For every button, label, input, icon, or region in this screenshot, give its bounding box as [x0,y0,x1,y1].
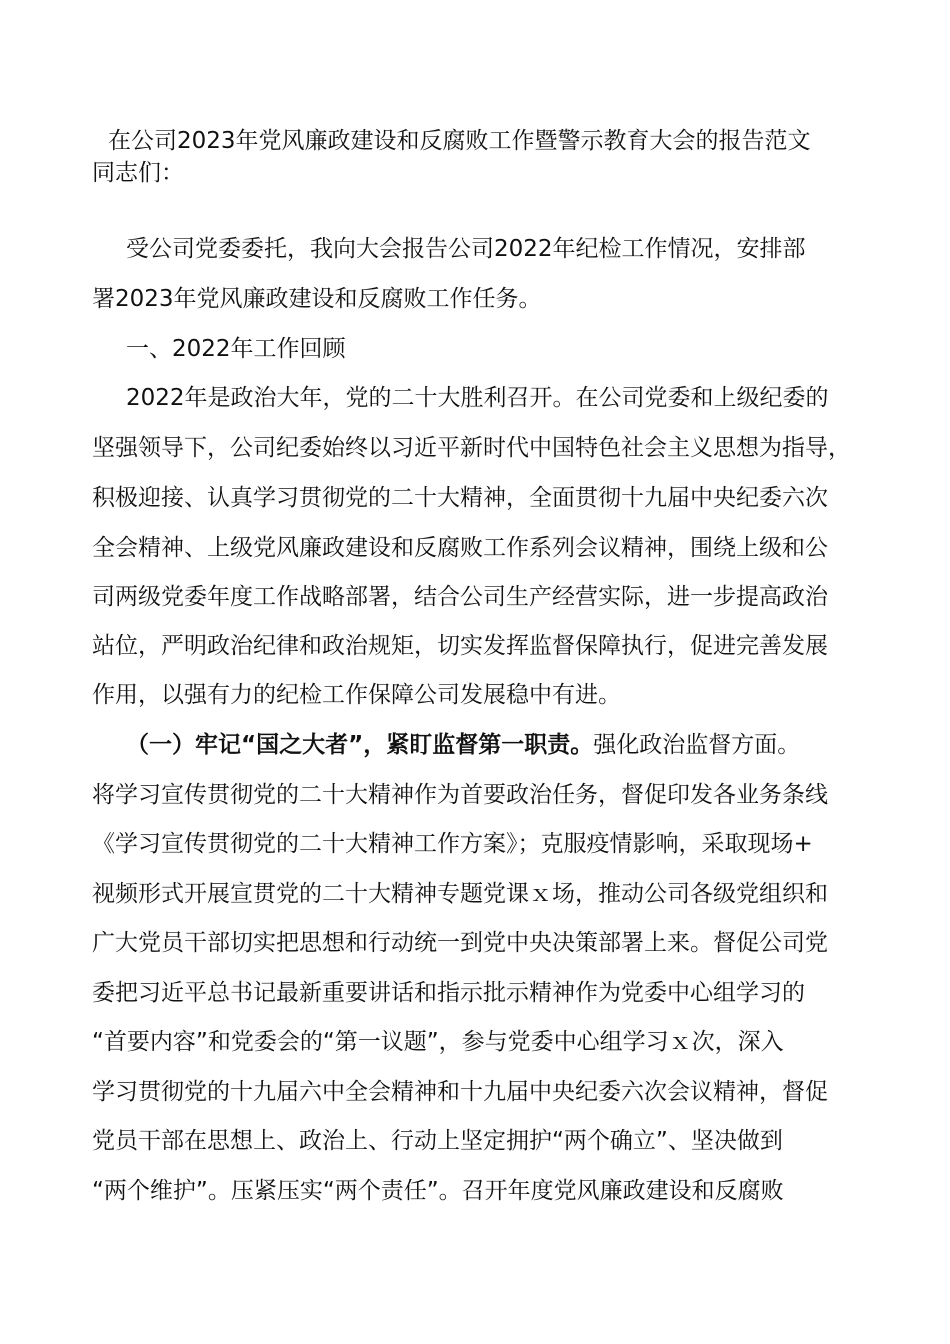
paragraph-line: 站位，严明政治纪律和政治规矩，切实发挥监督保障执行，促进完善发展 [92,633,828,659]
paragraph-line: 视频形式开展宣贯党的二十大精神专题党课ｘ场，推动公司各级党组织和 [92,881,828,907]
paragraph-line: 学习贯彻党的十九届六中全会精神和十九届中央纪委六次会议精神，督促 [92,1079,828,1105]
paragraph-line: 广大党员干部切实把思想和行动统一到党中央决策部署上来。督促公司党 [92,930,828,956]
paragraph-line: 受公司党委委托，我向大会报告公司2022年纪检工作情况，安排部 [126,236,806,262]
section-heading: 一、2022年工作回顾 [126,336,346,362]
paragraph-line: 积极迎接、认真学习贯彻党的二十大精神，全面贯彻十九届中央纪委六次 [92,485,828,511]
paragraph-line: 署2023年党风廉政建设和反腐败工作任务。 [92,286,542,312]
paragraph-line: 全会精神、上级党风廉政建设和反腐败工作系列会议精神，围绕上级和公 [92,535,828,561]
subsection-line [126,730,800,760]
paragraph-line: 作用，以强有力的纪检工作保障公司发展稳中有进。 [92,682,621,708]
paragraph-line: 坚强领导下，公司纪委始终以习近平新时代中国特色社会主义思想为指导， [92,435,851,461]
paragraph-line: “两个维护”。压紧压实“两个责任”。召开年度党风廉政建设和反腐败 [92,1178,784,1204]
paragraph-line: 委把习近平总书记最新重要讲话和指示批示精神作为党委中心组学习的 [92,980,805,1006]
paragraph-line: 《学习宣传贯彻党的二十大精神工作方案》；克服疫情影响，采取现场+ [92,831,813,857]
paragraph-line: 2022年是政治大年，党的二十大胜利召开。在公司党委和上级纪委的 [126,385,829,411]
paragraph-line: 党员干部在思想上、政治上、行动上坚定拥护“两个确立”、坚决做到 [92,1128,783,1154]
paragraph-line: 将学习宣传贯彻党的二十大精神作为首要政治任务，督促印发各业务条线 [92,782,828,808]
paragraph-line: 司两级党委年度工作战略部署，结合公司生产经营实际，进一步提高政治 [92,584,828,610]
paragraph-line: “首要内容”和党委会的“第一议题”，参与党委中心组学习ｘ次，深入 [92,1029,784,1055]
subsection-text: 强化政治监督方面。 [593,732,801,758]
document-title: 在公司2023年党风廉政建设和反腐败工作暨警示教育大会的报告范文 [108,128,811,154]
subsection-heading: （一）牢记“国之大者”，紧盯监督第一职责。 [126,732,594,758]
salutation: 同志们： [92,160,184,186]
